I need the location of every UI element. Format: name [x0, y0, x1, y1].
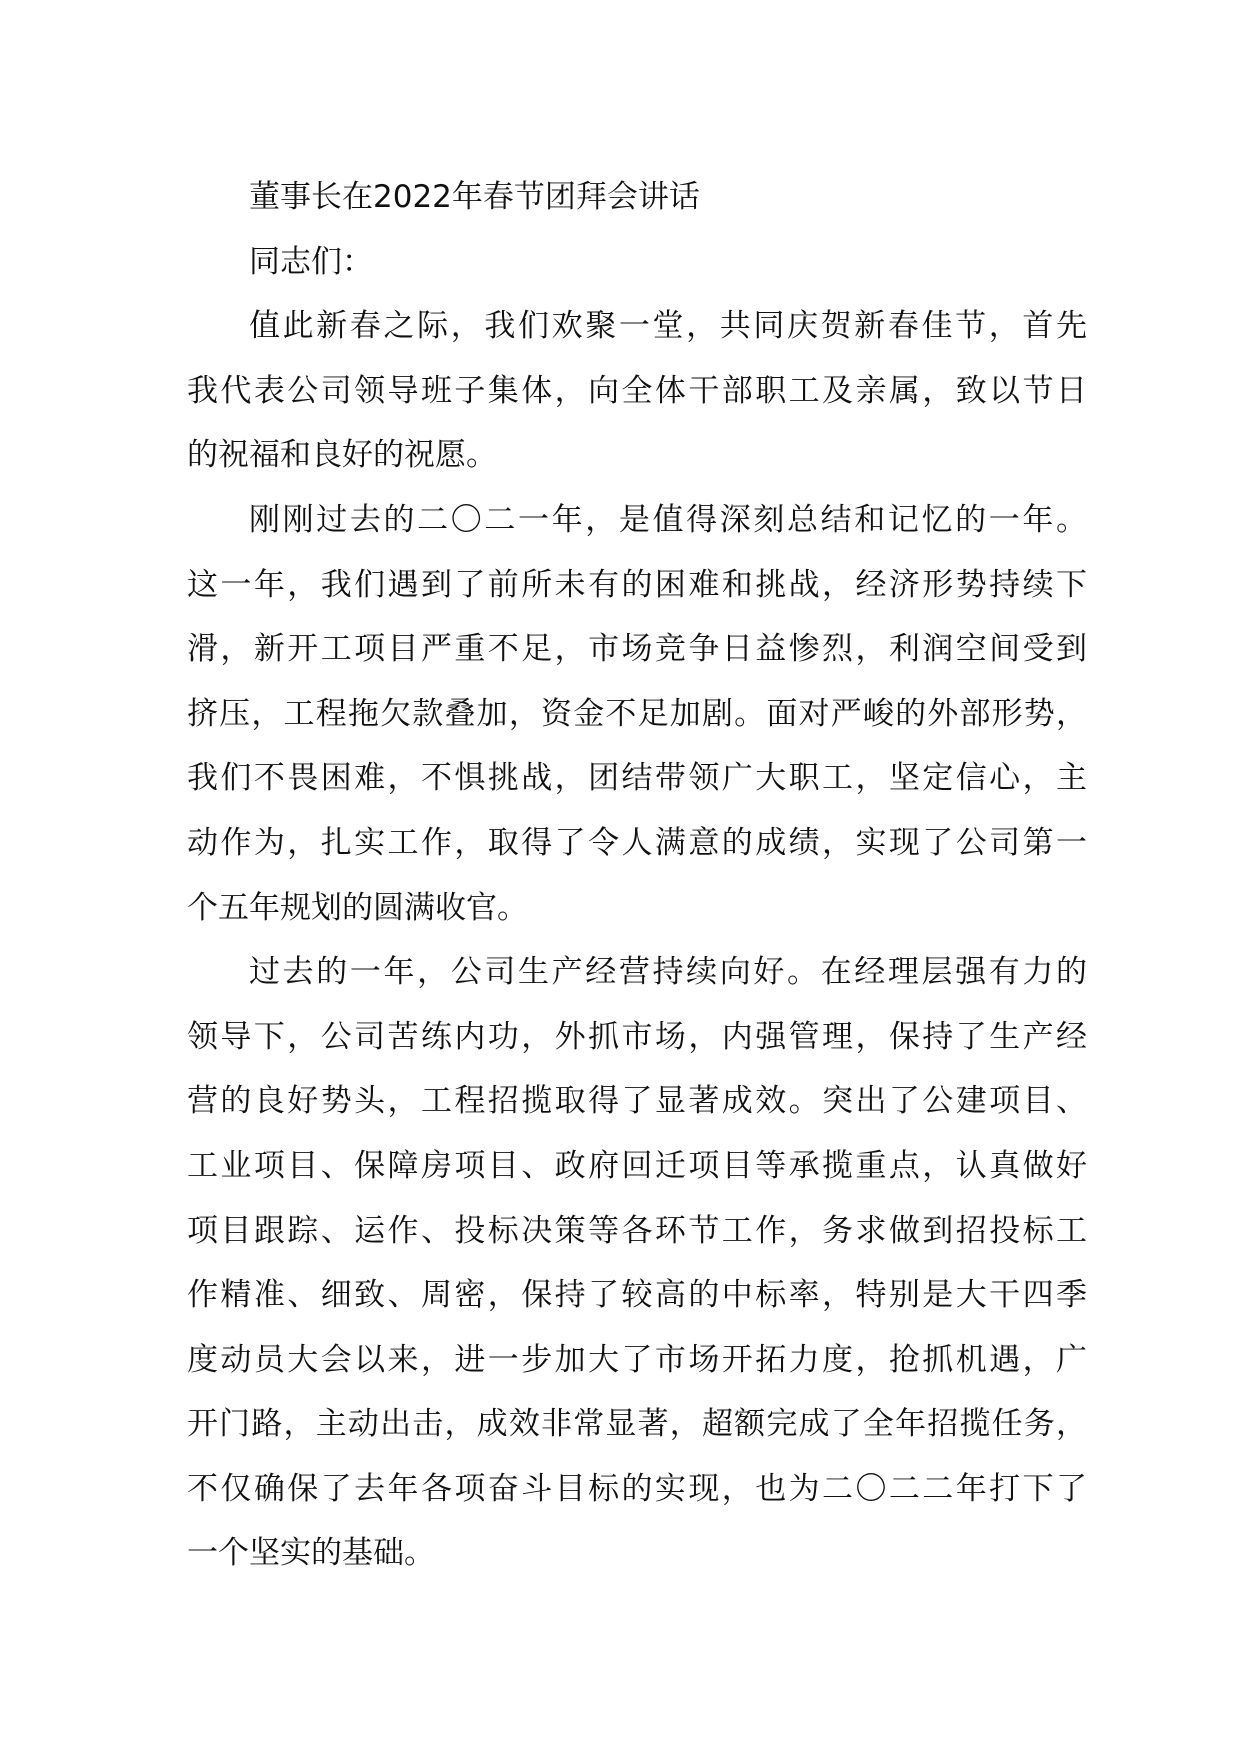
paragraph-line: 工业项目、保障房项目、政府回迁项目等承揽重点，认真做好 [187, 1147, 1087, 1184]
paragraph-line: 项目跟踪、运作、投标决策等各环节工作，务求做到招投标工 [187, 1212, 1087, 1249]
paragraph-line: 滑，新开工项目严重不足，市场竞争日益惨烈，利润空间受到 [187, 631, 1087, 668]
document-title: 董事长在2022年春节团拜会讲话 [249, 179, 700, 215]
paragraph-3 [187, 940, 1087, 1586]
paragraph-line: 挤压，工程拖欠款叠加，资金不足加剧。面对严峻的外部形势， [187, 695, 1087, 732]
paragraph-line: 刚刚过去的二〇二一年，是值得深刻总结和记忆的一年。 [249, 501, 1087, 538]
paragraph-line: 过去的一年，公司生产经营持续向好。在经理层强有力的 [249, 954, 1087, 991]
paragraph-line: 营的良好势头，工程招揽取得了显著成效。突出了公建项目、 [187, 1083, 1087, 1120]
paragraph-line: 一个坚实的基础。 [187, 1535, 435, 1572]
paragraph-1 [187, 294, 1087, 488]
greeting: 同志们： [249, 243, 373, 280]
paragraph-line: 我代表公司领导班子集体，向全体干部职工及亲属，致以节日 [187, 372, 1087, 409]
paragraph-line: 的祝福和良好的祝愿。 [187, 437, 497, 474]
paragraph-line: 这一年，我们遇到了前所未有的困难和挑战，经济形势持续下 [187, 566, 1087, 603]
paragraph-line: 动作为，扎实工作，取得了令人满意的成绩，实现了公司第一 [187, 824, 1087, 861]
paragraph-2 [187, 488, 1087, 940]
paragraph-line: 度动员大会以来，进一步加大了市场开拓力度，抢抓机遇，广 [187, 1341, 1087, 1378]
paragraph-line: 作精准、细致、周密，保持了较高的中标率，特别是大干四季 [187, 1277, 1087, 1314]
paragraph-line: 不仅确保了去年各项奋斗目标的实现，也为二〇二二年打下了 [187, 1470, 1087, 1507]
paragraph-line: 领导下，公司苦练内功，外抓市场，内强管理，保持了生产经 [187, 1018, 1087, 1055]
paragraph-line: 值此新春之际，我们欢聚一堂，共同庆贺新春佳节，首先 [249, 308, 1087, 345]
paragraph-line: 个五年规划的圆满收官。 [187, 889, 528, 926]
paragraph-line: 我们不畏困难，不惧挑战，团结带领广大职工，坚定信心，主 [187, 760, 1087, 797]
document-body [187, 165, 1087, 1586]
paragraph-line: 开门路，主动出击，成效非常显著，超额完成了全年招揽任务， [187, 1406, 1087, 1443]
